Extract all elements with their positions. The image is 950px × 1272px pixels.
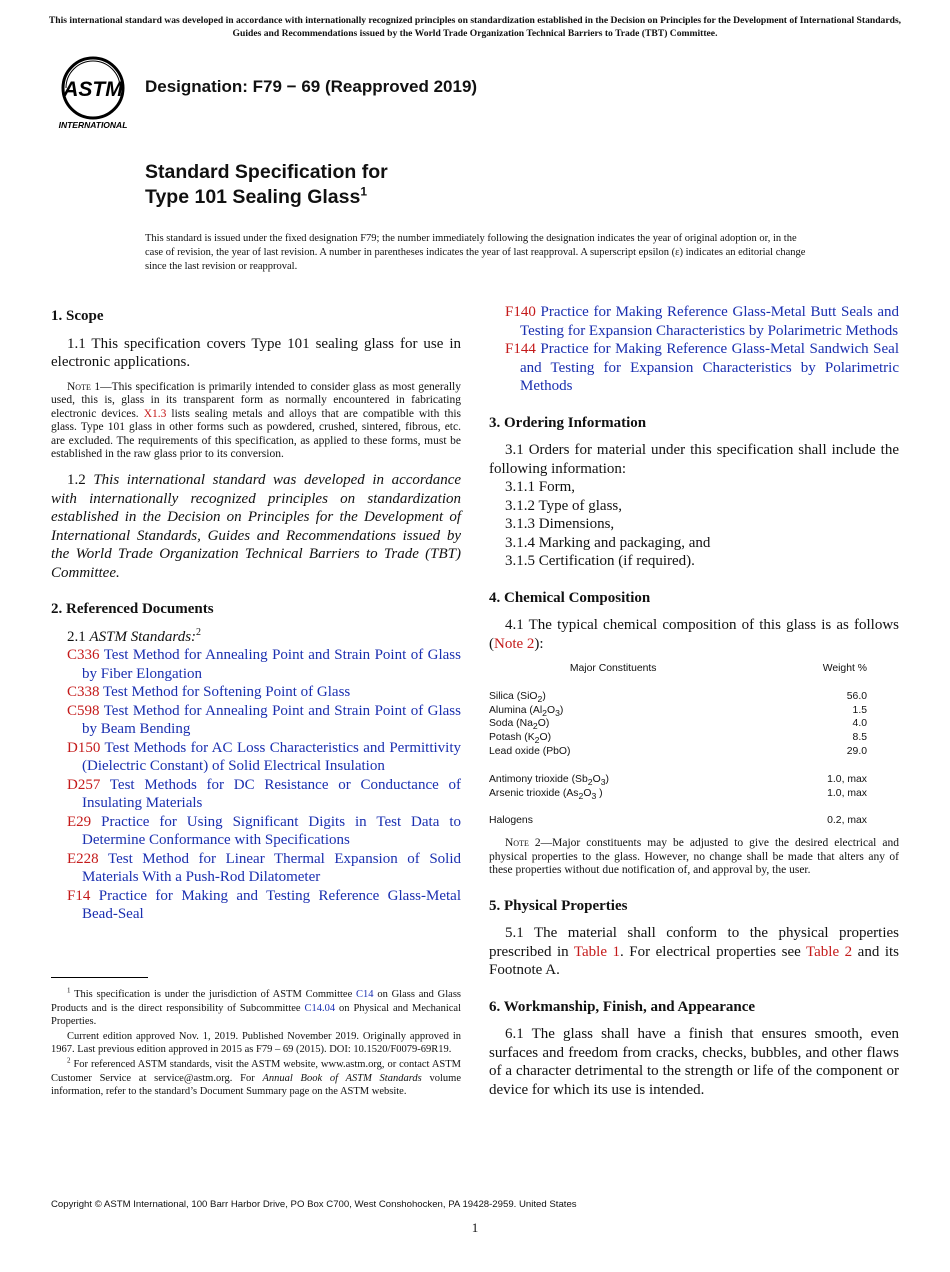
footnote-1-a: This specification is under the jurisdiction of ASTM Committee [70,989,357,1000]
workmanship-heading: 6. Workmanship, Finish, and Appearance [489,998,756,1015]
ref-e29[interactable] [67,813,461,850]
table-row: Soda $(Na_2O)$ 4.0 [489,718,867,732]
document-title [145,160,388,210]
footnote-1-c: on Physical and Mechanical Properties. [51,1002,461,1028]
astm-standards-number: 2.1 [67,628,90,645]
table-2-link[interactable]: Table 2 [806,943,853,960]
astm-standards-footnote-mark: 2 [196,626,202,638]
table-row: Antimony trioxide $(Sb_2O_3)$ 1.0, max [489,773,867,787]
wto-notice: This international standard was developed in accordance with internationally recognized principles on standardization established in the Decision on Principles for the Development of International Standards, Guides and Recommendations issued by the World Trade Organization Technical Barriers to Trade (TBT) Committee. [48,15,902,39]
scope-p2-number: 1.2 [67,472,94,489]
scope-p1: 1.1 This specification covers Type 101 sealing glass for use in electronic applications. [51,335,461,370]
col-header-constituents: Major Constituents [569,663,657,674]
chemical-p1 [489,616,899,653]
ref-f144[interactable] [505,340,899,396]
ref-title[interactable]: Test Method for Annealing Point and Strain Point of Glass by Beam Bending [82,702,461,738]
table-1-link[interactable]: Table 1 [573,943,621,960]
ref-title[interactable]: Test Methods for DC Resistance or Conductance of Insulating Materials [82,776,461,812]
table-row: Arsenic trioxide ($As_2O_3$ ) 1.0, max [489,787,867,801]
note-1-text-b: lists sealing metals and alloys that are compatible with this glass. Type 101 glass in other forms such as powdered, crushed, sintered, fibrous, etc. are excluded. The requirements of this specification, as applied to these forms, must be established in the raw glass prior to its conversion. [51,407,461,461]
ref-code[interactable]: C336 [67,647,100,664]
footnote-divider [51,977,148,978]
ref-title[interactable]: Practice for Making Reference Glass-Metal Butt Seals and Testing for Expansion Characteristics by Polarimetric Methods [520,304,899,339]
ref-code[interactable]: F14 [67,887,91,904]
ref-code[interactable]: E29 [67,813,92,830]
scope-p2 [51,471,461,582]
chemical-heading: 4. Chemical Composition [489,589,651,606]
footnote-1 [51,988,461,1029]
footnote-2-a: For referenced ASTM standards, visit the ASTM website, www.astm.org, or contact ASTM Customer Service at service@astm.org. For [51,1058,461,1084]
footnote-1-b: on Glass and Glass Products and is the direct responsibility of Subcommittee [51,989,461,1014]
note-1-link-x13[interactable]: X1.3 [143,407,167,420]
astm-standards-title: ASTM Standards: [89,628,197,645]
ref-c338[interactable] [67,683,461,702]
workmanship-p1: 6.1 The glass shall have a finish that ensures smooth, even surfaces and freedom from cracks, checks, bubbles, and other flaws of a character detrimental to the strength or life of the component or device for which its use is intended. [489,1026,899,1098]
copyright: Copyright © ASTM International, 100 Barr Harbor Drive, PO Box C700, West Conshohocken, PA 19428-2959. United States [51,1199,577,1210]
logo-subtext: INTERNATIONAL [58,120,128,130]
ref-code[interactable]: F140 [505,304,536,320]
title-line-1: Standard Specification for [145,161,388,183]
footnote-2-italic: Annual Book of ASTM Standards [262,1072,422,1084]
note-1-label: Note [67,380,91,393]
table-row: Lead oxide (PbO) 29.0 [489,745,867,757]
note-2-number: 2— [528,837,553,850]
physical-p1 [489,924,899,980]
footnote-2-mark: 2 [67,1056,71,1065]
page-number: 1 [471,1220,479,1235]
ref-title[interactable]: Test Method for Linear Thermal Expansion of Solid Materials With a Push-Rod Dilatometer [82,850,461,886]
title-footnote-mark: 1 [360,184,368,199]
ref-title[interactable]: Practice for Making and Testing Reference Glass-Metal Bead-Seal [82,887,461,923]
ref-title[interactable]: Test Method for Annealing Point and Strain Point of Glass by Fiber Elongation [82,647,461,682]
ref-title[interactable]: Test Methods for AC Loss Characteristics and Permittivity (Dielectric Constant) of Solid Electrical Insulation [82,739,461,775]
table-row: Potash $(K_2O)$ 8.5 [489,732,867,746]
ordering-p1: 3.1 Orders for material under this specification shall include the following information: [489,442,899,477]
title-line-2: Type 101 Sealing Glass [145,186,361,208]
left-column [51,303,461,924]
note-1-text-a: This specification is primarily intended to consider glass as most generally used, this is, glass in its transparent form as normally encountered in fabricating electronic devices. [51,380,461,420]
ref-title[interactable]: Test Method for Softening Point of Glass [99,684,351,701]
ordering-item: 3.1.4 Marking and packaging, and [505,534,711,551]
note-1-number: 1— [90,380,112,393]
ref-f140[interactable] [505,303,899,340]
referenced-heading: 2. Referenced Documents [51,601,214,618]
col-header-weight: Weight % [822,663,867,674]
ref-code[interactable]: E228 [67,850,99,867]
scope-p2-text: This international standard was developed in accordance with internationally recognized principles on standardization established in the Decision on Principles for the Development of International Standards, Guides and Recommendations issued by the World Trade Organization Technical Barriers to Trade (TBT) Committee. [51,472,462,581]
ordering-item: 3.1.2 Type of glass, [505,497,622,514]
ref-d150[interactable] [67,739,461,776]
ref-c336[interactable] [67,646,461,683]
chemical-p1-b: ): [534,635,544,652]
footnote-2 [51,1058,461,1099]
ref-code[interactable]: C598 [67,702,100,719]
composition-table [489,661,899,828]
table-row: Halogens 0.2, max [489,815,867,827]
physical-p1-c: and its Footnote A. [489,943,899,979]
note-2 [489,837,899,878]
ref-code[interactable]: D257 [67,776,101,793]
note-2-label: Note [505,837,529,850]
table-row: Silica (SiO$_2$) 56.0 [489,690,867,704]
subcommittee-c1404-link[interactable]: C14.04 [304,1002,336,1014]
table-row: Alumina $(Al_2O_3)$ 1.5 [489,704,867,718]
footnote-1-mark: 1 [67,986,71,995]
committee-c14-link[interactable]: C14 [356,989,374,1000]
footnotes [51,988,461,1100]
footnote-1-edition: Current edition approved Nov. 1, 2019. Published November 2019. Originally approved in 1967. Last previous edition approved in 2015 as F79 – 69 (2015). DOI: 10.1520/F0079-69R19. [51,1030,461,1056]
logo-text: ASTM [63,78,123,101]
ref-code[interactable]: F144 [505,341,536,357]
note-1 [51,381,461,463]
ordering-item: 3.1.5 Certification (if required). [505,553,695,569]
issued-statement: This standard is issued under the fixed designation F79; the number immediately following the designation indicates the year of original adoption or, in the case of revision, the year of last revision. A number in parentheses indicates the year of last reapproval. A superscript epsilon (ε) indicates an editorial change since the last revision or reapproval. [145,233,806,272]
note-2-link[interactable]: Note 2 [494,635,535,652]
ref-c598[interactable] [67,702,461,739]
ref-f14[interactable] [67,887,461,924]
right-column [489,303,899,1099]
ordering-item: 3.1.1 Form, [505,479,576,495]
footnote-2-b: volume information, refer to the standard’s Document Summary page on the ASTM website. [51,1072,461,1098]
ref-title[interactable]: Practice for Using Significant Digits in Test Data to Determine Conformance with Specifications [82,813,461,849]
physical-p1-b: . For electrical properties see [620,943,807,960]
ref-d257[interactable] [67,776,461,813]
ref-title[interactable]: Practice for Making Reference Glass-Metal Sandwich Seal and Testing for Expansion Characteristics by Polarimetric Methods [520,341,899,394]
ref-code[interactable]: C338 [67,684,100,701]
physical-p1-a: 5.1 The material shall conform to the physical properties prescribed in [489,925,899,960]
chemical-p1-a: 4.1 The typical chemical composition of this glass is as follows ( [489,617,899,652]
ordering-item: 3.1.3 Dimensions, [505,516,615,532]
astm-standards-subheading [51,628,461,647]
note-2-text: Major constituents may be adjusted to give the desired electrical and physical properties to the glass. However, no change shall be made that alters any of these properties without due notification of, and approval by, the user. [489,837,899,877]
ref-e228[interactable] [67,850,461,887]
ref-code[interactable]: D150 [67,739,101,756]
scope-heading: 1. Scope [51,308,104,324]
designation: Designation: F79 − 69 (Reapproved 2019) [145,77,478,96]
astm-logo-icon [52,56,134,132]
ordering-heading: 3. Ordering Information [489,414,647,431]
physical-heading: 5. Physical Properties [489,897,628,914]
